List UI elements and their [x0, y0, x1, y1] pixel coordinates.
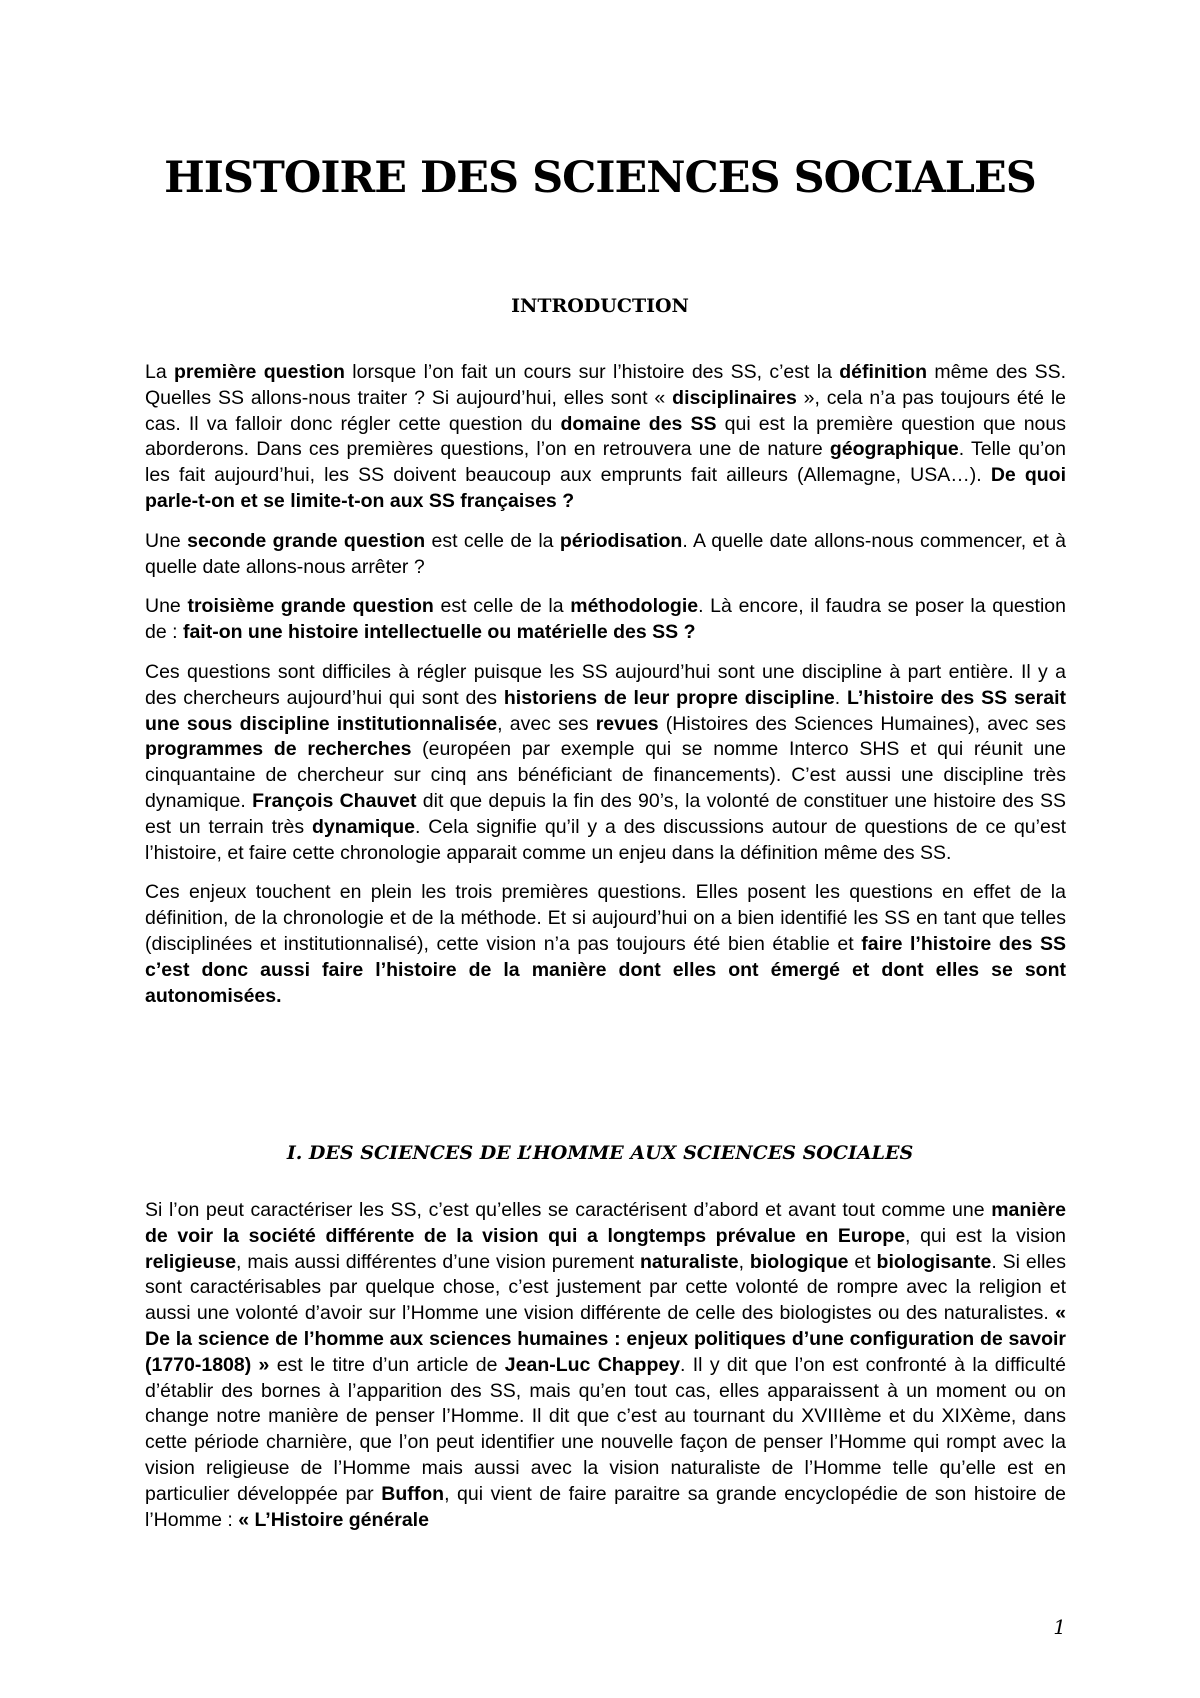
bold-phrase: L’histoire des SS serait une sous discipline institutionnalisée [145, 686, 1066, 735]
body-paragraph: Une troisième grande question est celle de la méthodologie. Là encore, il faudra se poser la question de : fait-on une histoire intellectuelle ou matérielle des SS ? [145, 595, 1066, 644]
bold-phrase: définition [839, 361, 927, 383]
bold-phrase: « L’Histoire générale [238, 1508, 429, 1531]
bold-phrase: religieuse [145, 1250, 237, 1273]
bold-phrase: « De la science de l’homme aux sciences humaines : enjeux politiques d’une configuration de savoir (1770-1808) » [145, 1302, 1066, 1376]
section-body [145, 1198, 1066, 1533]
bold-phrase: naturaliste [639, 1250, 739, 1273]
bold-phrase: biologique [749, 1250, 849, 1273]
bold-phrase: Jean-Luc Chappey [504, 1353, 681, 1376]
introduction-heading: INTRODUCTION [511, 295, 689, 317]
bold-phrase: seconde grande question [187, 529, 426, 552]
bold-phrase: troisième grande question [187, 595, 434, 618]
body-paragraph: Ces enjeux touchent en plein les trois premières questions. Elles posent les questions en effet de la définition, de la chronologie et de la méthode. Et si aujourd’hui on a bien identifié les SS en tant que telles (disciplinées et institutionnalisé), cette vision n’a pas toujours été bien établie et faire l’histoire des SS c’est donc aussi faire l’histoire de la manière dont elles ont émergé et dont elles se sont autonomisées. [145, 881, 1066, 1007]
bold-phrase: fait-on une histoire intellectuelle ou matérielle des SS ? [182, 621, 696, 644]
bold-phrase: historiens de leur propre discipline [503, 686, 835, 709]
body-paragraph: La première question lorsque l’on fait un cours sur l’histoire des SS, c’est la définition même des SS. Quelles SS allons-nous traiter ? Si aujourd’hui, elles sont « disciplinaires », cela n’a pas toujours été le cas. Il va falloir donc régler cette question du domaine des SS qui est la première question que nous aborderons. Dans ces premières questions, l’on en retrouvera une de nature géographique. Telle qu’on les fait aujourd’hui, les SS doivent beaucoup aux emprunts fait ailleurs (Allemagne, USA…). De quoi parle-t-on et se limite-t-on aux SS françaises ? [145, 361, 1067, 512]
bold-phrase: faire l’histoire des SS c’est donc aussi faire l’histoire de la manière dont elles ont émergé et dont elles se sont autonomisées. [145, 932, 1066, 1007]
body-paragraph: Si l’on peut caractériser les SS, c’est qu’elles se caractérisent d’abord et avant tout comme une manière de voir la société différente de la vision qui a longtemps prévalue en Europe, qui est la vision religieuse, mais aussi différentes d’une vision purement naturaliste, biologique et biologisante. Si elles sont caractérisables par quelque chose, c’est justement par cette volonté de rompre avec la religion et aussi une volonté d’avoir sur l’Homme une vision différente de celle des biologistes ou des naturalistes. « De la science de l’homme aux sciences humaines : enjeux politiques d’une configuration de savoir (1770-1808) » est le titre d’un article de Jean-Luc Chappey. Il y dit que l’on est confronté à la difficulté d’établir des bornes à l’apparition des SS, mais qu’en tout cas, elles apparaissent à un moment ou on change notre manière de penser l’Homme. Il dit que c’est au tournant du XVIIIème et du XIXème, dans cette période charnière, que l’on peut identifier une nouvelle façon de penser l’Homme qui rompt avec la vision religieuse de l’Homme mais aussi avec la vision naturaliste de l’Homme telle qu’elle est en particulier développée par Buffon, qui vient de faire paraitre sa grande encyclopédie de son histoire de l’Homme : « L’Histoire générale [145, 1199, 1067, 1531]
section-heading: I. DES SCIENCES DE L’HOMME AUX SCIENCES SOCIALES [286, 1142, 914, 1164]
bold-phrase: programmes de recherches [145, 738, 412, 761]
bold-phrase: manière de voir la société différente de la vision qui a longtemps prévalue en Europe [145, 1199, 1066, 1247]
body-paragraph: Ces questions sont difficiles à régler puisque les SS aujourd’hui sont une discipline à part entière. Il y a des chercheurs aujourd’hui qui sont des historiens de leur propre discipline. L’histoire des SS serait une sous discipline institutionnalisée, avec ses revues (Histoires des Sciences Humaines), avec ses programmes de recherches (européen par exemple qui se nomme Interco SHS et qui réunit une cinquantaine de chercheur sur cinq ans bénéficiant de financements). C’est aussi une discipline très dynamique. François Chauvet dit que depuis la fin des 90’s, la volonté de constituer une histoire des SS est un terrain très dynamique. Cela signifie qu’il y a des discussions autour de questions de ce qu’est l’histoire, et faire cette chronologie apparait comme un enjeu dans la définition même des SS. [145, 660, 1066, 864]
bold-phrase: revues [595, 712, 659, 735]
bold-phrase: De quoi parle-t-on et se limite-t-on aux SS françaises ? [145, 464, 1067, 512]
bold-phrase: disciplinaires [672, 386, 797, 409]
body-paragraph: Une seconde grande question est celle de la périodisation. A quelle date allons-nous commencer, et à quelle date allons-nous arrêter ? [145, 529, 1066, 578]
introduction-body [145, 360, 1066, 1009]
bold-phrase: dynamique [312, 815, 415, 838]
bold-phrase: première question [174, 361, 345, 383]
bold-phrase: méthodologie [570, 595, 699, 618]
bold-phrase: Buffon [381, 1482, 445, 1505]
bold-phrase: biologisante [876, 1250, 992, 1273]
bold-phrase: géographique [829, 438, 959, 461]
bold-phrase: François Chauvet [252, 789, 417, 812]
bold-phrase: périodisation [559, 529, 683, 552]
page-number: 1 [1053, 1615, 1066, 1639]
bold-phrase: domaine des SS [560, 412, 717, 435]
page-title: HISTOIRE DES SCIENCES SOCIALES [164, 153, 1036, 203]
